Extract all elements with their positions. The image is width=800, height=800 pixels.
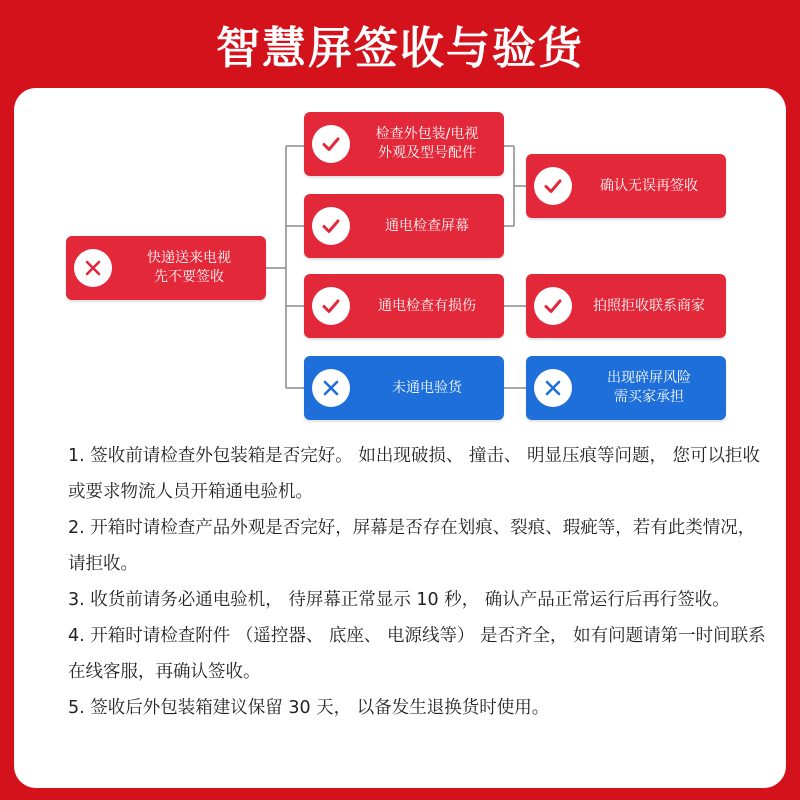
note-item: 3. 收货前请务必通电验机， 待屏幕正常显示 10 秒， 确认产品正常运行后再行签收。 xyxy=(68,590,730,610)
flow-node-check-damage xyxy=(304,274,504,338)
flow-node-label: 快递送来电视 先不要签收 xyxy=(147,250,231,285)
check-icon xyxy=(534,167,572,205)
flow-node-check-packaging xyxy=(304,112,504,176)
content-panel xyxy=(14,88,786,788)
flow-node-buyer-risk xyxy=(526,356,726,420)
notes-list xyxy=(68,438,768,726)
check-icon xyxy=(312,125,350,163)
cross-icon xyxy=(534,369,572,407)
cross-icon xyxy=(312,369,350,407)
flow-node-no-power-check xyxy=(304,356,504,420)
check-icon xyxy=(534,287,572,325)
flow-node-label: 确认无误再签收 xyxy=(600,177,698,194)
flow-node-label: 通电检查有损伤 xyxy=(378,297,476,314)
flow-node-start xyxy=(66,236,266,300)
flow-node-check-screen xyxy=(304,194,504,258)
flow-node-confirm-sign xyxy=(526,154,726,218)
flow-node-label: 通电检查屏幕 xyxy=(385,217,469,234)
cross-icon xyxy=(74,249,112,287)
flow-node-label: 检查外包装/电视 外观及型号配件 xyxy=(375,126,479,161)
check-icon xyxy=(312,207,350,245)
page-title: 智慧屏签收与验货 xyxy=(216,23,584,74)
flow-node-refuse-contact xyxy=(526,274,726,338)
note-item: 5. 签收后外包装箱建议保留 30 天， 以备发生退换货时使用。 xyxy=(68,698,550,718)
flow-node-label: 拍照拒收联系商家 xyxy=(593,297,705,314)
note-item: 4. 开箱时请检查附件 （遥控器、 底座、 电源线等） 是否齐全， 如有问题请第一时间联系在线客服，再确认签收。 xyxy=(68,626,766,682)
flow-node-label: 未通电验货 xyxy=(392,379,462,396)
note-item: 1. 签收前请检查外包装箱是否完好。 如出现破损、 撞击、 明显压痕等问题， 您可以拒收或要求物流人员开箱通电验机。 xyxy=(68,446,761,502)
flow-node-label: 出现碎屏风险 需买家承担 xyxy=(607,370,691,405)
check-icon xyxy=(312,287,350,325)
note-item: 2. 开箱时请检查产品外观是否完好，屏幕是否存在划痕、裂痕、瑕疵等，若有此类情况， 请拒收。 xyxy=(68,518,756,574)
